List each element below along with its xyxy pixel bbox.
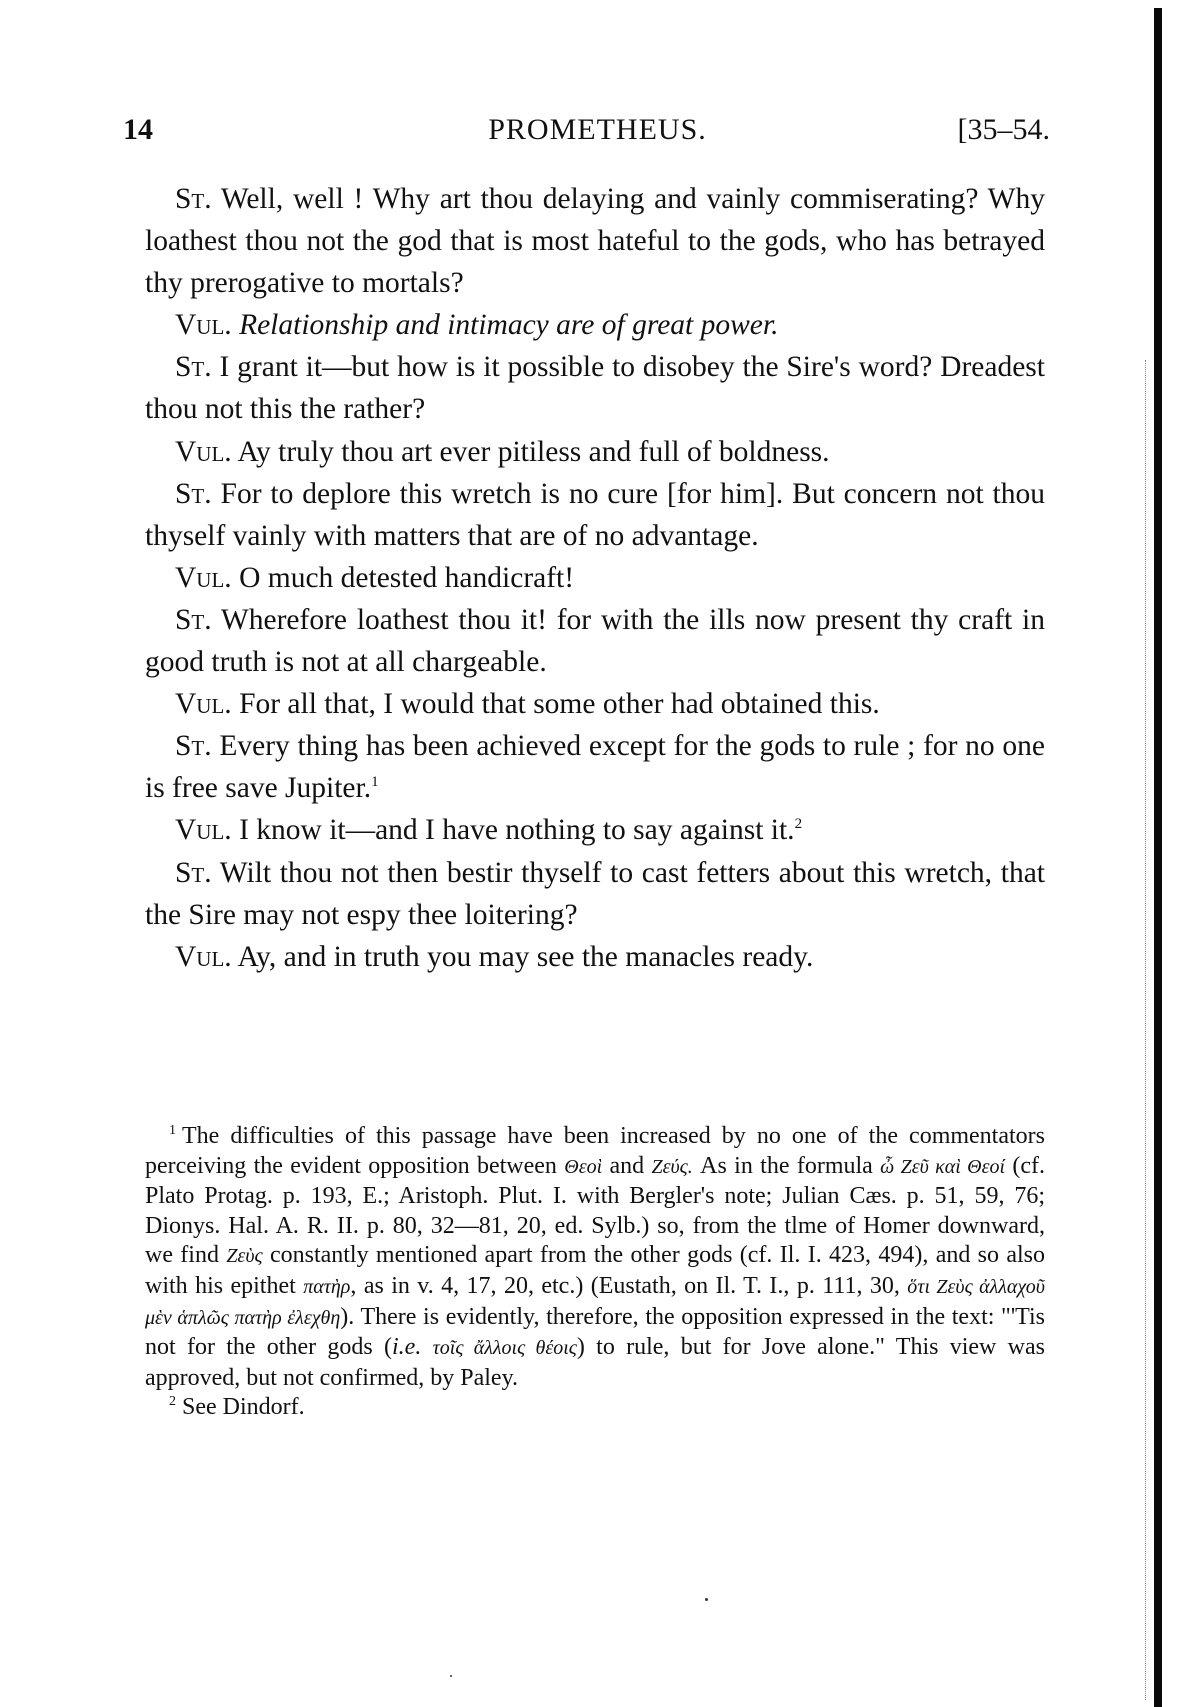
footnote-run: and: [602, 1152, 652, 1179]
footnote-ref[interactable]: 2: [794, 816, 803, 833]
footnote: [145, 1393, 1045, 1423]
greek-phrase: Ζεύς.: [651, 1155, 693, 1178]
footnote: [145, 1122, 1045, 1393]
speaker-label: Vul.: [175, 688, 232, 721]
speech: [145, 431, 1045, 473]
speech: [145, 346, 1045, 430]
speech-text: Ay truly thou art ever pitiless and full of boldness.: [237, 435, 830, 468]
speech: [145, 599, 1045, 683]
footnote-run: constantly mentioned apart from the other gods (cf. Il. I. 423, 494), and so also with his epithet: [145, 1242, 1045, 1299]
footnote-run: The difficulties of this passage have been increased by no one of the commentators perceiving the evident opposition between: [145, 1123, 1045, 1179]
page-binding-edge: [1154, 8, 1162, 1707]
page-edge-shadow: [1145, 360, 1148, 1700]
print-speck: [450, 1675, 452, 1677]
speech-text: I know it—and I have nothing to say against it.: [239, 814, 795, 847]
speaker-label: St.: [175, 183, 212, 215]
footnote-run: (cf. Plato Protag. p. 193, E.; Aristoph. Plut. I. with Bergler's note; Julian Cæs. p. 51, 59, 76; Dionys. Hal. A. R. II. p. 80, 32—81, 20, ed. Sylb.) so, from the tlme of Homer downward, we find: [145, 1152, 1046, 1269]
speaker-label: St.: [175, 477, 212, 510]
dialogue-body: [145, 178, 1045, 978]
speech-text: Well, well ! Why art thou delaying and vainly commiserating? Why loathest thou not the god that is most hateful to the gods, who has betrayed thy prerogative to mortals?: [145, 183, 1046, 300]
print-speck: [705, 1598, 708, 1601]
speech: [145, 304, 1045, 346]
speech: [145, 852, 1045, 936]
speech-text: For to deplore this wretch is no cure [for him]. But concern not thou thyself vainly with matters that are of no advantage.: [145, 477, 1046, 552]
footnote-run: As in the formula: [692, 1152, 881, 1179]
speaker-label: Vul.: [175, 940, 232, 973]
speaker-label: St.: [175, 856, 212, 889]
footnote-mark: 2: [169, 1394, 176, 1410]
greek-phrase: ὅτι Ζεὺς ἀλλαχοῦ μὲν ἁπλῶς πατὴρ ἐλεχθη: [145, 1275, 1045, 1329]
footnote-ref[interactable]: 1: [371, 774, 379, 791]
footnotes: [145, 1122, 1045, 1423]
speech: [145, 809, 1045, 851]
footnote-text: [182, 1394, 305, 1420]
speech-text: For all that, I would that some other had obtained this.: [239, 688, 880, 721]
speech-text: I grant it—but how is it possible to disobey the Sire's word? Dreadest thou not this the rather?: [145, 351, 1045, 426]
greek-phrase: τοῖς ἄλλοις θέοις: [432, 1337, 577, 1360]
speech-text: Wilt thou not then bestir thyself to cast fetters about this wretch, that the Sire may not espy thee loitering?: [145, 856, 1045, 931]
footnote-run: See Dindorf.: [182, 1394, 305, 1421]
speech-text: Wherefore loathest thou it! for with the ills now present thy craft in good truth is not at all chargeable.: [145, 603, 1045, 679]
running-head: [123, 110, 1050, 150]
greek-phrase: πατὴρ: [303, 1275, 351, 1298]
speech: [145, 936, 1045, 978]
speaker-label: Vul.: [175, 309, 232, 342]
speech: [145, 725, 1045, 809]
footnote-run: ). There is evidently, therefore, the opposition expressed in the text: "'Tis not for the other gods (: [145, 1303, 1045, 1361]
speaker-label: St.: [175, 351, 212, 384]
speech: [145, 557, 1045, 599]
speech-text: Every thing has been achieved except for the gods to rule ; for no one is free save Jupiter.: [145, 730, 1046, 805]
speech: [145, 473, 1045, 557]
speaker-label: St.: [175, 603, 212, 636]
speaker-label: St.: [175, 730, 212, 763]
footnote-mark: 1: [169, 1123, 176, 1138]
speaker-label: Vul.: [175, 435, 232, 468]
speaker-label: Vul.: [175, 561, 232, 594]
footnote-run: ) to rule, but for Jove alone." This view was approved, but not confirmed, by Paley.: [145, 1334, 1045, 1391]
speech: [145, 178, 1045, 304]
speech: [145, 683, 1045, 725]
footnote-run: [421, 1334, 432, 1360]
speech-text: Ay, and in truth you may see the manacles ready.: [237, 940, 814, 973]
page-number: 14: [123, 113, 153, 146]
footnote-run: , as in v. 4, 17, 20, etc.) (Eustath, on Il. T. I., p. 111, 30,: [350, 1272, 908, 1299]
speaker-label: Vul.: [175, 814, 232, 847]
running-title: PROMETHEUS.: [488, 113, 707, 146]
footnote-text: [145, 1123, 1045, 1391]
speech-text: O much detested handicraft!: [239, 561, 575, 594]
greek-phrase: Ζεὺς: [226, 1245, 263, 1268]
greek-phrase: Θεοὶ: [564, 1155, 603, 1178]
line-range: [35–54.: [957, 113, 1050, 146]
italic-text: i.e.: [392, 1334, 422, 1361]
greek-phrase: ὦ Ζεῦ καὶ Θεοί: [880, 1155, 1006, 1178]
speech-text: Relationship and intimacy are of great power.: [239, 309, 779, 342]
